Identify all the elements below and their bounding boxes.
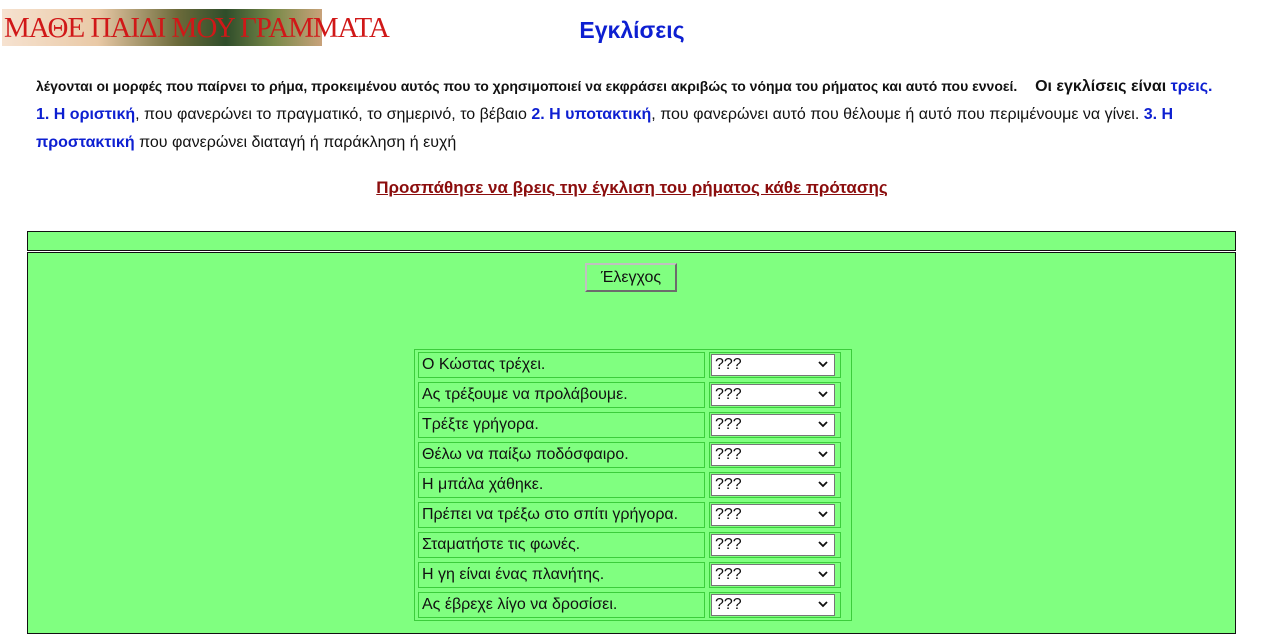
mood-2-label: 2. Η υποτακτική [531, 106, 652, 123]
sentence-text: Σταματήστε τις φωνές. [418, 532, 705, 558]
sentence-text: Τρέξτε γρήγορα. [418, 412, 705, 438]
table-row [415, 500, 851, 530]
sentence-text: Ας τρέξουμε να προλάβουμε. [418, 382, 705, 408]
table-row [415, 440, 851, 470]
sentence-text: Πρέπει να τρέξω στο σπίτι γρήγορα. [418, 502, 705, 528]
mood-1-text: , που φανερώνει το πραγματικό, το σημερινό, το βέβαιο [135, 106, 527, 123]
answer-cell [709, 412, 841, 438]
mood-select[interactable] [711, 534, 835, 556]
page-title: Εγκλίσεις [579, 17, 685, 43]
mood-select-value: ??? [715, 506, 742, 523]
mood-select-value: ??? [715, 476, 742, 493]
intro-paragraph [36, 72, 1226, 157]
mood-2-text: , που φανερώνει αυτό που θέλουμε ή αυτό που περιμένουμε να γίνει. [651, 106, 1140, 123]
chevron-down-icon [817, 598, 829, 610]
logo-text: ΜΑΘΕ ΠΑΙΔΙ ΜΟΥ ΓΡΑΜΜΑΤΑ [4, 12, 389, 44]
mood-select-value: ??? [715, 446, 742, 463]
sentence-text: Ας έβρεχε λίγο να δροσίσει. [418, 592, 705, 618]
quiz-table [414, 349, 852, 621]
chevron-down-icon [817, 508, 829, 520]
answer-cell [709, 382, 841, 408]
table-row [415, 590, 851, 620]
sentence-text: Ο Κώστας τρέχει. [418, 352, 705, 378]
table-row [415, 410, 851, 440]
mood-select[interactable] [711, 474, 835, 496]
answer-cell [709, 472, 841, 498]
sentence-text: Η μπάλα χάθηκε. [418, 472, 705, 498]
answer-cell [709, 562, 841, 588]
mood-select[interactable] [711, 384, 835, 406]
sentence-text: Θέλω να παίξω ποδόσφαιρο. [418, 442, 705, 468]
table-row [415, 380, 851, 410]
chevron-down-icon [817, 388, 829, 400]
answer-cell [709, 592, 841, 618]
mood-select-value: ??? [715, 566, 742, 583]
chevron-down-icon [817, 568, 829, 580]
mood-select[interactable] [711, 414, 835, 436]
table-row [415, 560, 851, 590]
sentence-text: Η γη είναι ένας πλανήτης. [418, 562, 705, 588]
mood-select[interactable] [711, 354, 835, 376]
chevron-down-icon [817, 358, 829, 370]
mood-3-text: που φανερώνει διαταγή ή παράκληση ή ευχή [139, 134, 457, 151]
mood-select-value: ??? [715, 536, 742, 553]
table-row [415, 470, 851, 500]
mood-select-value: ??? [715, 416, 742, 433]
intro-moods-heading: Οι εγκλίσεις είναι [1035, 78, 1167, 95]
chevron-down-icon [817, 538, 829, 550]
top-green-bar [27, 231, 1236, 251]
answer-cell [709, 532, 841, 558]
mood-select[interactable] [711, 504, 835, 526]
chevron-down-icon [817, 478, 829, 490]
answer-cell [709, 502, 841, 528]
answer-cell [709, 442, 841, 468]
mood-select-value: ??? [715, 356, 742, 373]
exercise-instruction: Προσπάθησε να βρεις την έγκλιση του ρήματος κάθε πρότασης [376, 178, 888, 197]
check-button[interactable]: Έλεγχος [585, 263, 677, 292]
intro-count: τρεις. [1170, 78, 1213, 95]
mood-select[interactable] [711, 564, 835, 586]
chevron-down-icon [817, 418, 829, 430]
chevron-down-icon [817, 448, 829, 460]
mood-select-value: ??? [715, 386, 742, 403]
answer-cell [709, 352, 841, 378]
mood-3-label: 3. Η προστακτική [36, 106, 1174, 151]
mood-1-label: 1. Η οριστική [36, 106, 136, 123]
table-row [415, 530, 851, 560]
mood-select[interactable] [711, 444, 835, 466]
mood-select[interactable] [711, 594, 835, 616]
mood-select-value: ??? [715, 596, 742, 613]
table-row [415, 350, 851, 380]
intro-lead: λέγονται οι μορφές που παίρνει το ρήμα, προκειμένου αυτός που το χρησιμοποιεί να εκφράσει ακριβώς το νόημα του ρήματος και αυτό που εννοεί. [36, 78, 1018, 94]
